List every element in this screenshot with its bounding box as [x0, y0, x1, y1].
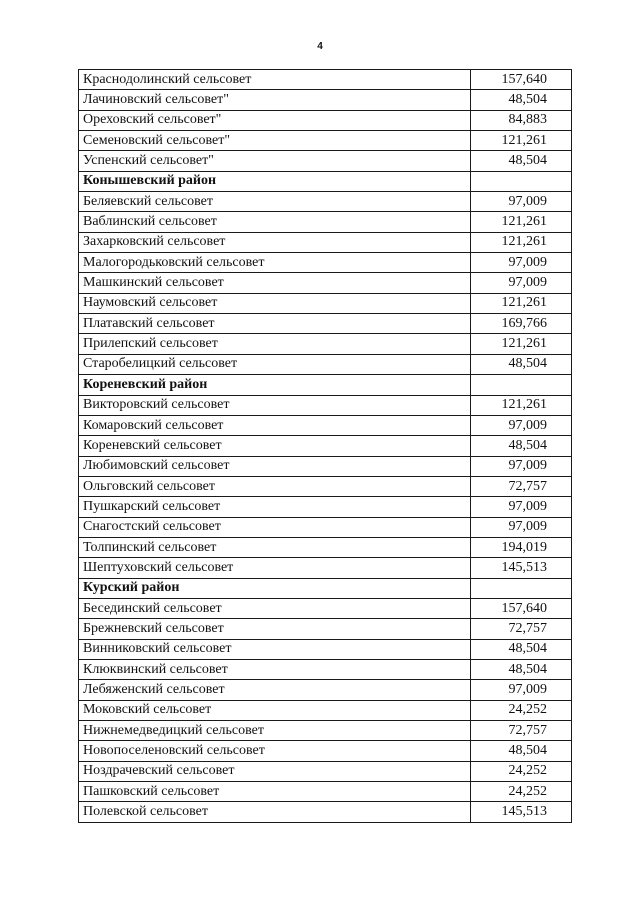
allocation-table — [78, 69, 572, 823]
council-name: Успенский сельсовет" — [79, 151, 471, 171]
table-row — [79, 700, 572, 720]
table-row — [79, 598, 572, 618]
council-name: Комаровский сельсовет — [79, 415, 471, 435]
table-row — [79, 721, 572, 741]
allocation-value: 97,009 — [471, 415, 572, 435]
table-row — [79, 537, 572, 557]
page-number: 4 — [317, 41, 323, 52]
allocation-value: 121,261 — [471, 212, 572, 232]
table-row — [79, 456, 572, 476]
table-row — [79, 273, 572, 293]
council-name: Нижнемедведицкий сельсовет — [79, 721, 471, 741]
council-name: Пашковский сельсовет — [79, 782, 471, 802]
council-name: Викторовский сельсовет — [79, 395, 471, 415]
table-row — [79, 476, 572, 496]
allocation-value: 48,504 — [471, 741, 572, 761]
council-name: Краснодолинский сельсовет — [79, 70, 471, 90]
council-name: Снагостский сельсовет — [79, 517, 471, 537]
table-row — [79, 415, 572, 435]
table-row — [79, 131, 572, 151]
table-row — [79, 761, 572, 781]
allocation-value: 97,009 — [471, 456, 572, 476]
allocation-value: 48,504 — [471, 659, 572, 679]
table-row — [79, 680, 572, 700]
council-name: Платавский сельсовет — [79, 314, 471, 334]
allocation-value: 72,757 — [471, 619, 572, 639]
table-row — [79, 395, 572, 415]
allocation-value: 24,252 — [471, 782, 572, 802]
table-row — [79, 517, 572, 537]
allocation-value: 24,252 — [471, 761, 572, 781]
council-name: Ноздрачевский сельсовет — [79, 761, 471, 781]
council-name: Клюквинский сельсовет — [79, 659, 471, 679]
council-name: Лебяженский сельсовет — [79, 680, 471, 700]
council-name: Прилепский сельсовет — [79, 334, 471, 354]
council-name: Малогородьковский сельсовет — [79, 253, 471, 273]
table-row — [79, 90, 572, 110]
allocation-value — [471, 171, 572, 191]
allocation-value: 194,019 — [471, 537, 572, 557]
table-row — [79, 253, 572, 273]
council-name: Полевской сельсовет — [79, 802, 471, 822]
allocation-value: 121,261 — [471, 293, 572, 313]
table-row — [79, 497, 572, 517]
council-name: Ореховский сельсовет" — [79, 110, 471, 130]
council-name: Толпинский сельсовет — [79, 537, 471, 557]
table-row — [79, 334, 572, 354]
council-name: Беляевский сельсовет — [79, 192, 471, 212]
allocation-value: 72,757 — [471, 721, 572, 741]
table-row — [79, 558, 572, 578]
table-row — [79, 293, 572, 313]
council-name: Кореневский сельсовет — [79, 436, 471, 456]
table-row — [79, 70, 572, 90]
table-row — [79, 192, 572, 212]
council-name: Старобелицкий сельсовет — [79, 354, 471, 374]
council-name: Ольговский сельсовет — [79, 476, 471, 496]
district-header-row — [79, 375, 572, 395]
council-name: Шептуховский сельсовет — [79, 558, 471, 578]
allocation-value: 48,504 — [471, 639, 572, 659]
table-row — [79, 619, 572, 639]
district-header-row — [79, 578, 572, 598]
table-row — [79, 354, 572, 374]
council-name: Пушкарский сельсовет — [79, 497, 471, 517]
allocation-value: 48,504 — [471, 90, 572, 110]
table-row — [79, 802, 572, 822]
council-name: Винниковский сельсовет — [79, 639, 471, 659]
table-row — [79, 151, 572, 171]
table-body — [79, 70, 572, 823]
district-name: Конышевский район — [79, 171, 471, 191]
district-header-row — [79, 171, 572, 191]
allocation-value: 157,640 — [471, 598, 572, 618]
allocation-value: 121,261 — [471, 395, 572, 415]
district-name: Курский район — [79, 578, 471, 598]
council-name: Наумовский сельсовет — [79, 293, 471, 313]
allocation-value — [471, 578, 572, 598]
allocation-value: 97,009 — [471, 253, 572, 273]
council-name: Любимовский сельсовет — [79, 456, 471, 476]
allocation-value: 48,504 — [471, 151, 572, 171]
allocation-value: 97,009 — [471, 680, 572, 700]
allocation-value: 97,009 — [471, 497, 572, 517]
allocation-value: 121,261 — [471, 232, 572, 252]
table-row — [79, 782, 572, 802]
allocation-value: 48,504 — [471, 354, 572, 374]
council-name: Ваблинский сельсовет — [79, 212, 471, 232]
council-name: Захарковский сельсовет — [79, 232, 471, 252]
allocation-value: 157,640 — [471, 70, 572, 90]
allocation-value: 97,009 — [471, 517, 572, 537]
council-name: Новопоселеновский сельсовет — [79, 741, 471, 761]
table-row — [79, 436, 572, 456]
allocation-value: 84,883 — [471, 110, 572, 130]
allocation-value: 169,766 — [471, 314, 572, 334]
table-row — [79, 110, 572, 130]
table-row — [79, 639, 572, 659]
allocation-value: 97,009 — [471, 192, 572, 212]
table-row — [79, 659, 572, 679]
council-name: Брежневский сельсовет — [79, 619, 471, 639]
table-row — [79, 314, 572, 334]
allocation-value: 97,009 — [471, 273, 572, 293]
allocation-value — [471, 375, 572, 395]
council-name: Бесединский сельсовет — [79, 598, 471, 618]
allocation-value: 145,513 — [471, 558, 572, 578]
district-name: Кореневский район — [79, 375, 471, 395]
allocation-value: 121,261 — [471, 131, 572, 151]
allocation-value: 24,252 — [471, 700, 572, 720]
allocation-value: 48,504 — [471, 436, 572, 456]
allocation-value: 145,513 — [471, 802, 572, 822]
council-name: Семеновский сельсовет" — [79, 131, 471, 151]
council-name: Моковский сельсовет — [79, 700, 471, 720]
council-name: Машкинский сельсовет — [79, 273, 471, 293]
table-row — [79, 232, 572, 252]
allocation-value: 121,261 — [471, 334, 572, 354]
table-row — [79, 741, 572, 761]
table-row — [79, 212, 572, 232]
allocation-value: 72,757 — [471, 476, 572, 496]
council-name: Лачиновский сельсовет" — [79, 90, 471, 110]
